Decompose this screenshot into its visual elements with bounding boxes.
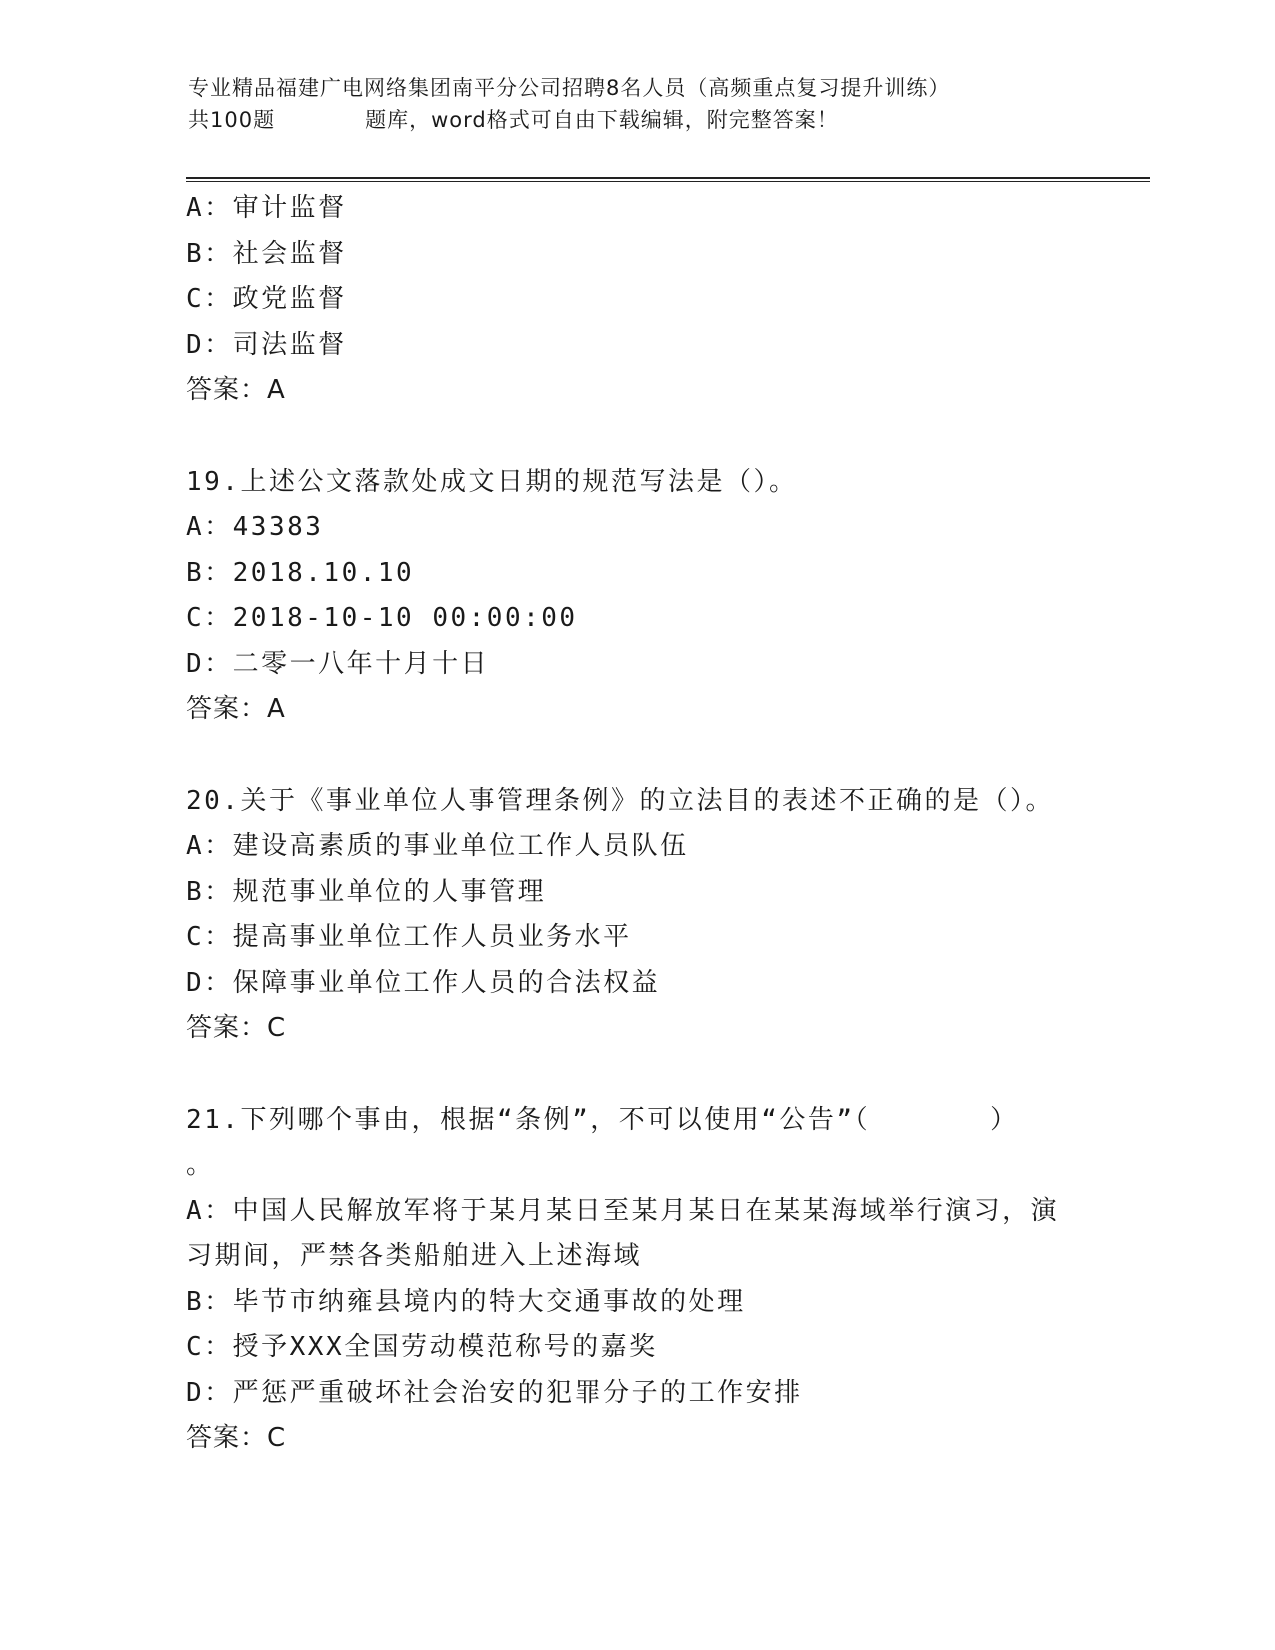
option-a-continued [186, 1234, 1086, 1280]
document-header [188, 72, 1088, 136]
option-a: A：审计监督 [186, 193, 347, 223]
option-b: B：2018.10.10 [186, 557, 415, 588]
header-title-line1: 专业精品福建广电网络集团南平分公司招聘8名人员（高频重点复习提升训练） [188, 76, 951, 100]
option-a-line1: A：中国人民解放军将于某月某日至某月某日在某某海域举行演习，演 [186, 1195, 1060, 1226]
option-a-line2: 习期间，严禁各类船舶进入上述海域 [186, 1241, 643, 1271]
option-a: A：建设高素质的事业单位工作人员队伍 [186, 831, 689, 861]
question-21 [186, 1098, 1086, 1462]
option-d: D：司法监督 [186, 329, 347, 360]
option-b: B：社会监督 [186, 238, 347, 269]
question-text-close: ） [990, 1104, 1019, 1135]
option-c: C：政党监督 [186, 284, 347, 314]
answer-label: 答案：A [186, 694, 286, 724]
question-20 [186, 779, 1086, 1052]
question-text: 19.上述公文落款处成文日期的规范写法是（）。 [186, 466, 798, 497]
question-text-end: 。 [186, 1150, 215, 1180]
option-c: C：授予XXX全国劳动模范称号的嘉奖 [186, 1332, 658, 1362]
question-list [186, 186, 1086, 1462]
question-text: 20.关于《事业单位人事管理条例》的立法目的表述不正确的是（）。 [186, 785, 1054, 816]
option-d: D：二零一八年十月十日 [186, 648, 490, 679]
option-b: B：毕节市纳雍县境内的特大交通事故的处理 [186, 1286, 746, 1317]
question-text [186, 1098, 1086, 1144]
header-divider [186, 177, 1150, 182]
question-text-main: 21.下列哪个事由，根据“条例”，不可以使用“公告”（ [186, 1104, 871, 1135]
header-question-count: 共100题 [188, 108, 276, 132]
option-d: D：保障事业单位工作人员的合法权益 [186, 967, 661, 998]
option-c: C：提高事业单位工作人员业务水平 [186, 922, 632, 952]
option-a [186, 1189, 1086, 1235]
question-19 [186, 460, 1086, 733]
option-b: B：规范事业单位的人事管理 [186, 876, 547, 907]
option-d: D：严惩严重破坏社会治安的犯罪分子的工作安排 [186, 1377, 803, 1408]
header-title-line2 [188, 104, 1088, 136]
answer-label: 答案：C [186, 1423, 287, 1453]
option-a: A：43383 [186, 512, 324, 542]
question-18 [186, 186, 1086, 414]
header-format-note: 题库，word格式可自由下载编辑，附完整答案！ [365, 108, 839, 132]
answer-label: 答案：A [186, 375, 286, 405]
answer-label: 答案：C [186, 1013, 287, 1043]
option-c: C：2018-10-10 00:00:00 [186, 603, 578, 633]
